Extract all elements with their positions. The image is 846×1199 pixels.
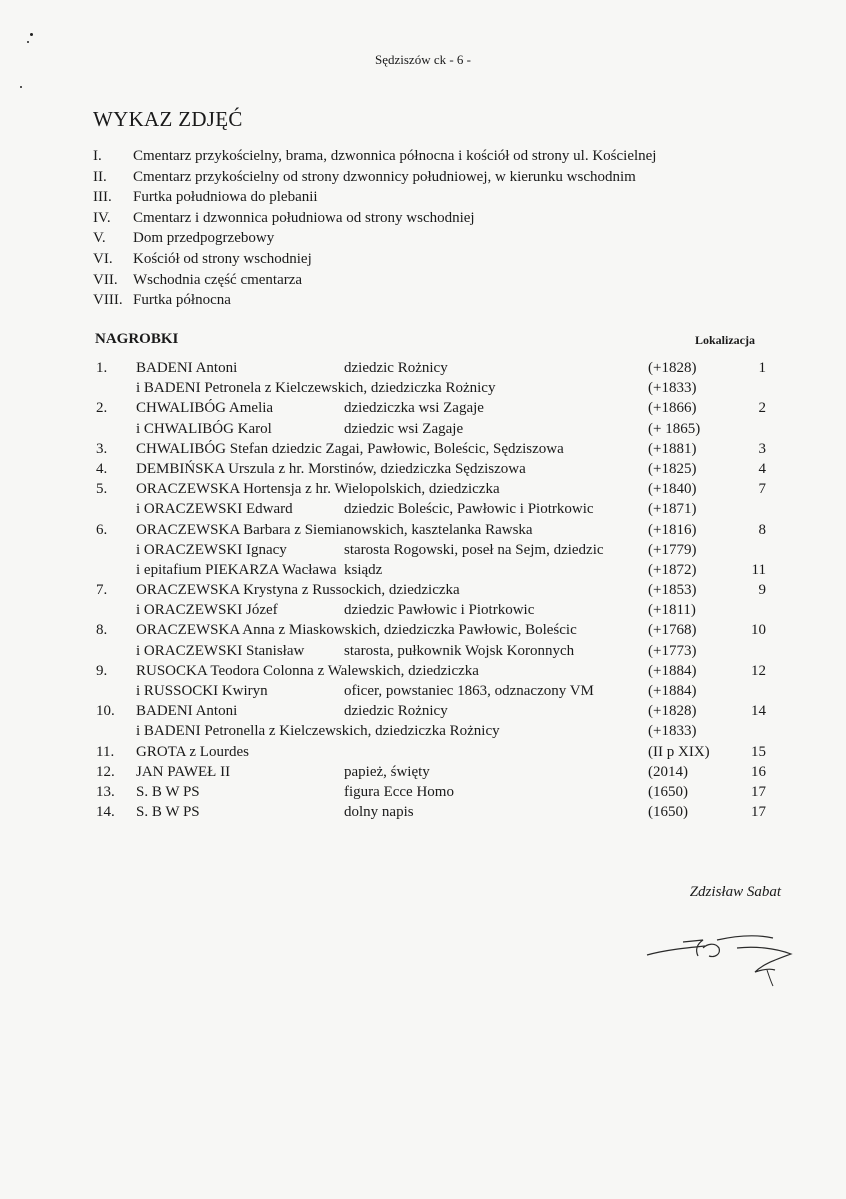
grave-description: dziedzic Pawłowic i Piotrkowic (344, 602, 535, 619)
grave-description: ksiądz (344, 561, 383, 578)
grave-description: dolny napis (344, 804, 414, 821)
grave-name: i epitafium PIEKARZA Wacława (136, 561, 337, 578)
grave-description: figura Ecce Homo (344, 783, 454, 800)
grave-location: 1 (758, 360, 766, 376)
photo-item (93, 290, 793, 311)
grave-name: GROTA z Lourdes (136, 743, 249, 760)
grave-name: JAN PAWEŁ II (136, 763, 231, 780)
grave-location: 10 (751, 622, 766, 639)
photo-number: VI. (93, 250, 113, 267)
grave-name: i CHWALIBÓG Karol (136, 420, 272, 437)
grave-number: 13. (96, 783, 115, 800)
grave-date: (+ 1865) (648, 420, 701, 437)
grave-row (0, 419, 846, 439)
grave-entry: CHWALIBÓG Stefan dziedzic Zagai, Pawłowic, Boleścic, Sędziszowa (136, 440, 564, 457)
photo-number: V. (93, 230, 106, 247)
grave-date: (+1884) (648, 683, 697, 699)
photo-item (93, 228, 793, 249)
page-header: Sędziszów ck - 6 - (374, 52, 472, 67)
grave-entry: ORACZEWSKA Hortensja z hr. Wielopolskich, dziedziczka (136, 481, 500, 498)
grave-location: 2 (758, 400, 766, 417)
location-column-header: Lokalizacja (695, 333, 755, 347)
grave-row (0, 439, 846, 459)
grave-row (0, 620, 846, 640)
grave-row (0, 358, 846, 378)
grave-location: 4 (758, 460, 766, 477)
scan-speck (30, 33, 33, 36)
grave-row (0, 580, 846, 600)
grave-number: 3. (96, 440, 108, 457)
grave-location: 7 (758, 481, 766, 498)
grave-date: (+1811) (648, 602, 696, 619)
photo-number: II. (93, 168, 107, 185)
grave-number: 7. (96, 582, 108, 599)
grave-location: 8 (758, 521, 766, 538)
graves-list (0, 358, 846, 822)
photo-number: III. (93, 189, 112, 206)
grave-number: 2. (96, 400, 108, 417)
grave-entry: ORACZEWSKA Anna z Miaskowskich, dziedziczka Pawłowic, Boleścic (136, 622, 577, 639)
grave-name: S. B W PS (136, 783, 200, 800)
grave-number: 11. (96, 743, 115, 760)
photo-description: Cmentarz i dzwonnica południowa od strony wschodniej (133, 209, 475, 226)
grave-number: 14. (96, 804, 115, 821)
grave-description: papież, święty (344, 763, 430, 780)
grave-date: (+1833) (648, 723, 697, 740)
grave-date: (+1853) (648, 582, 697, 599)
grave-location: 14 (751, 703, 766, 720)
photo-item (93, 208, 793, 229)
page-title: WYKAZ ZDJĘĆ (93, 107, 243, 131)
graves-section-title: NAGROBKI (95, 331, 179, 347)
grave-name: CHWALIBÓG Amelia (136, 400, 274, 417)
grave-row (0, 378, 846, 398)
grave-row (0, 641, 846, 661)
grave-location: 15 (751, 743, 766, 760)
grave-number: 10. (96, 703, 115, 720)
grave-row (0, 782, 846, 802)
grave-location: 11 (751, 561, 766, 578)
grave-location: 3 (758, 440, 766, 457)
grave-name: i ORACZEWSKI Józef (136, 602, 278, 619)
grave-row (0, 540, 846, 560)
grave-date: (1650) (648, 804, 688, 821)
grave-entry: DEMBIŃSKA Urszula z hr. Morstinów, dziedziczka Sędziszowa (136, 460, 526, 477)
grave-row (0, 459, 846, 479)
grave-entry: ORACZEWSKA Barbara z Siemianowskich, kasztelanka Rawska (136, 521, 533, 538)
grave-row (0, 802, 846, 822)
photo-number: VII. (93, 271, 118, 288)
handwritten-signature (645, 920, 795, 990)
grave-name: S. B W PS (136, 804, 200, 821)
grave-name: i ORACZEWSKI Edward (136, 501, 293, 518)
grave-description: dziedzic wsi Zagaje (344, 420, 464, 437)
grave-date: (+1866) (648, 400, 697, 417)
photo-description: Wschodnia część cmentarza (133, 271, 303, 288)
grave-location: 16 (751, 763, 766, 780)
grave-description: dziedzic Rożnicy (344, 703, 448, 720)
grave-name: BADENI Antoni (136, 703, 238, 720)
photo-number: I. (93, 148, 102, 164)
grave-row (0, 721, 846, 741)
photo-item (93, 146, 793, 167)
grave-entry: RUSOCKA Teodora Colonna z Walewskich, dziedziczka (136, 662, 479, 679)
grave-row (0, 520, 846, 540)
scan-speck (20, 86, 22, 88)
grave-date: (+1881) (648, 440, 697, 457)
grave-date: (+1779) (648, 541, 697, 558)
photo-description: Kościół od strony wschodniej (133, 250, 312, 267)
grave-description: oficer, powstaniec 1863, odznaczony VM (344, 683, 594, 699)
grave-location: 12 (751, 662, 766, 679)
grave-name: i ORACZEWSKI Ignacy (136, 541, 287, 558)
grave-date: (II p XIX) (648, 743, 710, 760)
grave-location: 9 (758, 582, 766, 599)
photo-description: Furtka południowa do plebanii (133, 189, 318, 206)
grave-description: dziedzic Rożnicy (344, 360, 448, 376)
grave-number: 5. (96, 481, 108, 498)
grave-date: (1650) (648, 783, 688, 800)
grave-description: dziedzic Boleścic, Pawłowic i Piotrkowic (344, 501, 594, 518)
grave-description: starosta, pułkownik Wojsk Koronnych (344, 642, 575, 659)
grave-date: (+1884) (648, 662, 697, 679)
grave-name: i RUSSOCKI Kwiryn (136, 683, 268, 699)
grave-date: (+1828) (648, 703, 697, 720)
grave-description: starosta Rogowski, poseł na Sejm, dziedzic (344, 541, 604, 558)
grave-date: (+1828) (648, 360, 697, 376)
grave-description: dziedziczka wsi Zagaje (344, 400, 484, 417)
photo-number: IV. (93, 209, 111, 226)
grave-date: (+1768) (648, 622, 697, 639)
grave-date: (+1872) (648, 561, 697, 578)
grave-date: (+1825) (648, 460, 697, 477)
grave-number: 9. (96, 662, 108, 679)
grave-entry: ORACZEWSKA Krystyna z Russockich, dziedziczka (136, 582, 460, 599)
grave-location: 17 (751, 783, 766, 800)
photo-item (93, 187, 793, 208)
grave-row (0, 681, 846, 701)
photo-description: Dom przedpogrzebowy (133, 230, 275, 247)
grave-row (0, 600, 846, 620)
photo-item (93, 249, 793, 270)
author-name: Zdzisław Sabat (689, 884, 781, 900)
scan-speck (27, 41, 29, 43)
grave-row (0, 661, 846, 681)
grave-name: BADENI Antoni (136, 360, 238, 376)
grave-date: (+1773) (648, 642, 697, 659)
grave-row (0, 398, 846, 418)
grave-number: 6. (96, 521, 108, 538)
photo-list (93, 146, 793, 311)
grave-location: 17 (751, 804, 766, 821)
grave-row (0, 499, 846, 519)
photo-description: Cmentarz przykościelny od strony dzwonnicy południowej, w kierunku wschodnim (133, 168, 636, 185)
grave-date: (+1871) (648, 501, 697, 518)
photo-number: VIII. (93, 292, 123, 309)
grave-row (0, 560, 846, 580)
photo-item (93, 167, 793, 188)
grave-row (0, 479, 846, 499)
photo-item (93, 270, 793, 291)
grave-date: (+1833) (648, 380, 697, 397)
grave-row (0, 742, 846, 762)
photo-description: Cmentarz przykościelny, brama, dzwonnica północna i kościół od strony ul. Kościelnej (133, 148, 657, 164)
grave-row (0, 762, 846, 782)
photo-description: Furtka północna (133, 292, 231, 309)
grave-number: 12. (96, 763, 115, 780)
grave-date: (+1816) (648, 521, 697, 538)
grave-name: i ORACZEWSKI Stanisław (136, 642, 305, 659)
grave-number: 1. (96, 360, 108, 376)
grave-number: 4. (96, 460, 108, 477)
grave-row (0, 701, 846, 721)
grave-number: 8. (96, 622, 108, 639)
grave-entry: i BADENI Petronella z Kielczewskich, dziedziczka Rożnicy (136, 723, 500, 740)
grave-date: (+1840) (648, 481, 697, 498)
grave-date: (2014) (648, 763, 688, 780)
grave-entry: i BADENI Petronela z Kielczewskich, dziedziczka Rożnicy (136, 380, 496, 397)
